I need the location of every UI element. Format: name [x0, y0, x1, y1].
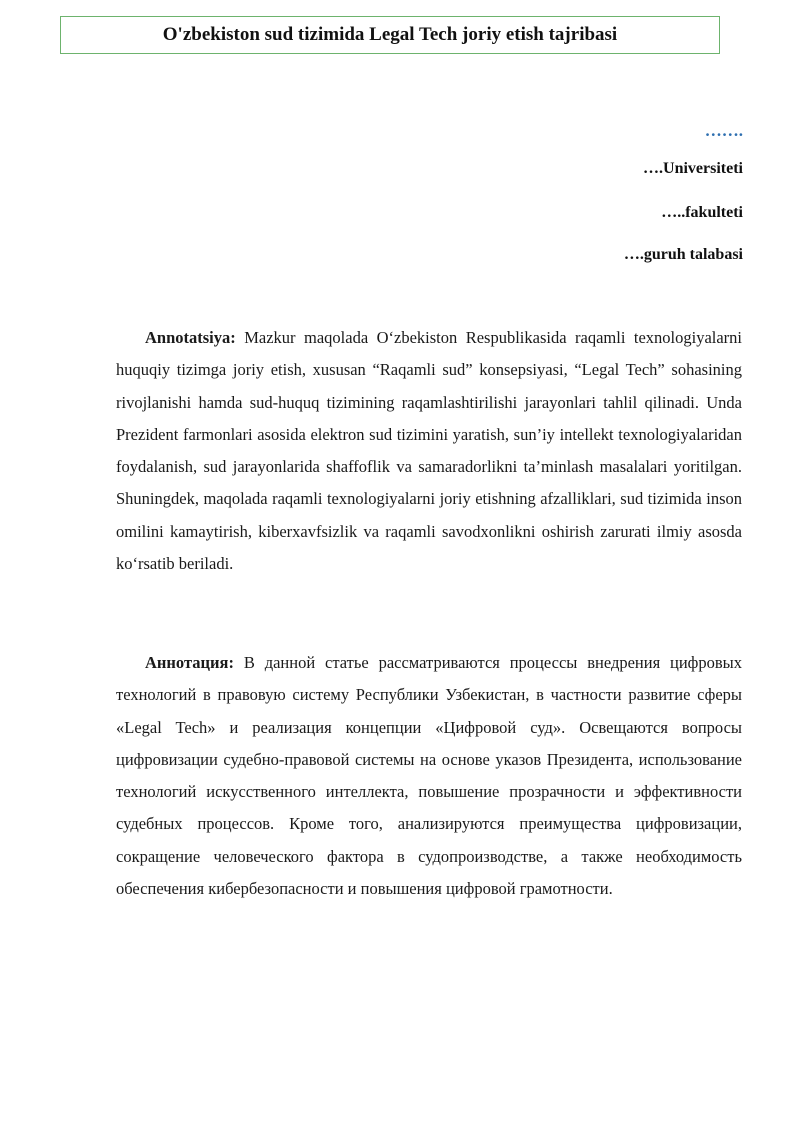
abstract-uzbek-text: Mazkur maqolada O‘zbekiston Respublikasida raqamli texnologiyalarni huquqiy tizimga joriy etish, xususan “Raqamli sud” konsepsiyasi, “Legal Tech” sohasining rivojlanishi hamda sud-huquq tizimining raqamlashtirilishi jarayonlari tahlil qilinadi. Unda Prezident farmonlari asosida elektron sud tizimini yaratish, sun’iy intellekt texnologiyalaridan foydalanish, sud jarayonlarida shaffoflik va samaradorlikni ta’minlash masalalari yoritilgan. Shuningdek, maqolada raqamli texnologiyalarni joriy etishning afzalliklari, sud tizimida inson omilini kamaytirish, kiberxavfsizlik va raqamli savodxonlikni oshirish zarurati ilmiy asosda ko‘rsatib beriladi.: [116, 328, 743, 574]
abstract-uzbek: [116, 322, 742, 580]
article-title: [60, 16, 720, 54]
university-name: ….Universiteti: [643, 160, 743, 177]
faculty-name: …..fakulteti: [661, 204, 743, 221]
abstract-russian-label: Аннотация:: [145, 653, 234, 672]
abstract-russian: [116, 647, 742, 905]
abstract-uzbek-label: Annotatsiya:: [145, 328, 236, 347]
group-name: ….guruh talabasi: [623, 246, 743, 263]
article-title-text: O'zbekiston sud tizimida Legal Tech joriy etish tajribasi: [162, 24, 618, 45]
abstract-russian-text: В данной статье рассматриваются процессы внедрения цифровых технологий в правовую систему Республики Узбекистан, в частности развитие сферы «Legal Tech» и реализация концепции «Цифровой суд». Освещаются вопросы цифровизации судебно-правовой системы на основе указов Президента, использование технологий искусственного интеллекта, повышение прозрачности и эффективности судебных процессов. Кроме того, анализируются преимущества цифровизации, сокращение человеческого фактора в судопроизводстве, а также необходимость обеспечения кибербезопасности и повышения цифровой грамотности.: [116, 653, 743, 899]
author-name: …….: [704, 121, 743, 140]
